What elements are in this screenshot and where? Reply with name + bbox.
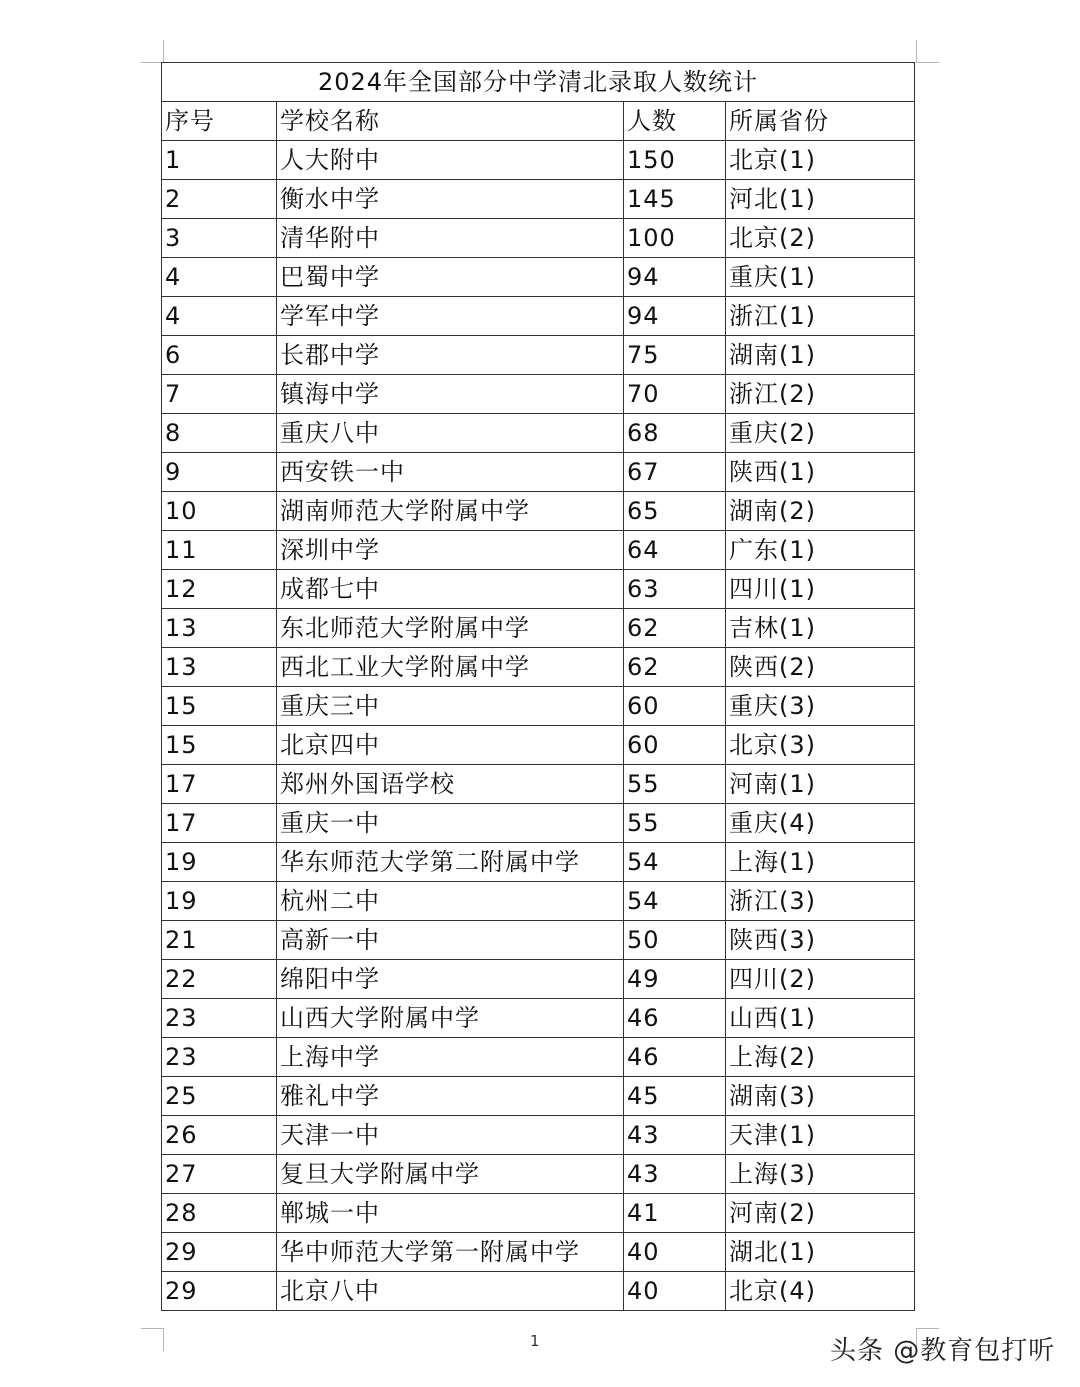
cell-count: 55 bbox=[624, 804, 726, 843]
table-row bbox=[162, 999, 915, 1038]
page-number: 1 bbox=[530, 1332, 540, 1350]
cell-school: 北京八中 bbox=[277, 1272, 624, 1311]
cell-province: 浙江(2) bbox=[726, 375, 915, 414]
cell-province: 重庆(4) bbox=[726, 804, 915, 843]
cell-count: 68 bbox=[624, 414, 726, 453]
cell-count: 67 bbox=[624, 453, 726, 492]
table-row bbox=[162, 375, 915, 414]
crop-mark-top-right bbox=[916, 40, 939, 63]
cell-school: 重庆八中 bbox=[277, 414, 624, 453]
cell-index: 17 bbox=[162, 804, 277, 843]
table-row bbox=[162, 1233, 915, 1272]
table-row bbox=[162, 921, 915, 960]
cell-school: 人大附中 bbox=[277, 141, 624, 180]
crop-mark-top-left bbox=[141, 40, 164, 63]
cell-province: 北京(4) bbox=[726, 1272, 915, 1311]
cell-index: 11 bbox=[162, 531, 277, 570]
table-row bbox=[162, 180, 915, 219]
cell-province: 上海(3) bbox=[726, 1155, 915, 1194]
cell-index: 27 bbox=[162, 1155, 277, 1194]
cell-count: 43 bbox=[624, 1155, 726, 1194]
cell-count: 55 bbox=[624, 765, 726, 804]
cell-province: 上海(2) bbox=[726, 1038, 915, 1077]
cell-province: 湖北(1) bbox=[726, 1233, 915, 1272]
table-row bbox=[162, 336, 915, 375]
cell-school: 湖南师范大学附属中学 bbox=[277, 492, 624, 531]
table-row bbox=[162, 531, 915, 570]
table-row bbox=[162, 1116, 915, 1155]
cell-count: 54 bbox=[624, 882, 726, 921]
cell-count: 63 bbox=[624, 570, 726, 609]
table-row bbox=[162, 960, 915, 999]
header-school: 学校名称 bbox=[277, 102, 624, 141]
cell-school: 华中师范大学第一附属中学 bbox=[277, 1233, 624, 1272]
cell-index: 10 bbox=[162, 492, 277, 531]
cell-province: 四川(1) bbox=[726, 570, 915, 609]
source-watermark: 头条 @教育包打听 bbox=[830, 1336, 1056, 1366]
table-row bbox=[162, 648, 915, 687]
cell-province: 上海(1) bbox=[726, 843, 915, 882]
cell-province: 河南(2) bbox=[726, 1194, 915, 1233]
cell-province: 重庆(3) bbox=[726, 687, 915, 726]
cell-index: 13 bbox=[162, 609, 277, 648]
cell-province: 吉林(1) bbox=[726, 609, 915, 648]
cell-province: 湖南(2) bbox=[726, 492, 915, 531]
cell-school: 长郡中学 bbox=[277, 336, 624, 375]
cell-province: 北京(3) bbox=[726, 726, 915, 765]
cell-index: 3 bbox=[162, 219, 277, 258]
cell-province: 北京(1) bbox=[726, 141, 915, 180]
cell-province: 陕西(2) bbox=[726, 648, 915, 687]
cell-province: 湖南(3) bbox=[726, 1077, 915, 1116]
cell-school: 深圳中学 bbox=[277, 531, 624, 570]
cell-province: 河南(1) bbox=[726, 765, 915, 804]
cell-province: 浙江(1) bbox=[726, 297, 915, 336]
cell-index: 19 bbox=[162, 882, 277, 921]
cell-school: 成都七中 bbox=[277, 570, 624, 609]
crop-mark-bottom-left bbox=[141, 1328, 164, 1351]
cell-province: 重庆(2) bbox=[726, 414, 915, 453]
cell-school: 山西大学附属中学 bbox=[277, 999, 624, 1038]
table-row bbox=[162, 1272, 915, 1311]
cell-index: 4 bbox=[162, 258, 277, 297]
cell-count: 60 bbox=[624, 726, 726, 765]
cell-school: 西安铁一中 bbox=[277, 453, 624, 492]
cell-count: 46 bbox=[624, 1038, 726, 1077]
cell-school: 天津一中 bbox=[277, 1116, 624, 1155]
cell-count: 41 bbox=[624, 1194, 726, 1233]
cell-index: 4 bbox=[162, 297, 277, 336]
table-row bbox=[162, 219, 915, 258]
cell-count: 46 bbox=[624, 999, 726, 1038]
table-row bbox=[162, 843, 915, 882]
table-row bbox=[162, 1038, 915, 1077]
table-row bbox=[162, 882, 915, 921]
cell-count: 50 bbox=[624, 921, 726, 960]
table-row bbox=[162, 726, 915, 765]
cell-school: 西北工业大学附属中学 bbox=[277, 648, 624, 687]
cell-school: 绵阳中学 bbox=[277, 960, 624, 999]
cell-province: 湖南(1) bbox=[726, 336, 915, 375]
table-row bbox=[162, 453, 915, 492]
cell-school: 重庆三中 bbox=[277, 687, 624, 726]
cell-school: 杭州二中 bbox=[277, 882, 624, 921]
cell-count: 64 bbox=[624, 531, 726, 570]
cell-index: 21 bbox=[162, 921, 277, 960]
cell-index: 17 bbox=[162, 765, 277, 804]
table-row bbox=[162, 1077, 915, 1116]
cell-school: 学军中学 bbox=[277, 297, 624, 336]
cell-index: 25 bbox=[162, 1077, 277, 1116]
cell-school: 郸城一中 bbox=[277, 1194, 624, 1233]
header-province: 所属省份 bbox=[726, 102, 915, 141]
table-row bbox=[162, 570, 915, 609]
cell-province: 山西(1) bbox=[726, 999, 915, 1038]
table-row bbox=[162, 297, 915, 336]
table-row bbox=[162, 492, 915, 531]
cell-index: 23 bbox=[162, 1038, 277, 1077]
cell-index: 19 bbox=[162, 843, 277, 882]
cell-province: 北京(2) bbox=[726, 219, 915, 258]
cell-index: 8 bbox=[162, 414, 277, 453]
cell-count: 49 bbox=[624, 960, 726, 999]
cell-count: 150 bbox=[624, 141, 726, 180]
cell-index: 13 bbox=[162, 648, 277, 687]
cell-count: 62 bbox=[624, 609, 726, 648]
cell-count: 40 bbox=[624, 1272, 726, 1311]
cell-index: 29 bbox=[162, 1233, 277, 1272]
cell-province: 四川(2) bbox=[726, 960, 915, 999]
cell-province: 陕西(3) bbox=[726, 921, 915, 960]
header-count: 人数 bbox=[624, 102, 726, 141]
table-row bbox=[162, 687, 915, 726]
table-row bbox=[162, 414, 915, 453]
table-row bbox=[162, 141, 915, 180]
cell-count: 60 bbox=[624, 687, 726, 726]
cell-school: 雅礼中学 bbox=[277, 1077, 624, 1116]
table-row bbox=[162, 258, 915, 297]
table-row bbox=[162, 804, 915, 843]
cell-school: 衡水中学 bbox=[277, 180, 624, 219]
cell-index: 1 bbox=[162, 141, 277, 180]
cell-count: 100 bbox=[624, 219, 726, 258]
cell-index: 15 bbox=[162, 726, 277, 765]
cell-count: 45 bbox=[624, 1077, 726, 1116]
cell-school: 郑州外国语学校 bbox=[277, 765, 624, 804]
cell-province: 天津(1) bbox=[726, 1116, 915, 1155]
cell-school: 复旦大学附属中学 bbox=[277, 1155, 624, 1194]
cell-count: 94 bbox=[624, 258, 726, 297]
cell-count: 94 bbox=[624, 297, 726, 336]
cell-province: 浙江(3) bbox=[726, 882, 915, 921]
cell-index: 12 bbox=[162, 570, 277, 609]
cell-index: 9 bbox=[162, 453, 277, 492]
cell-province: 河北(1) bbox=[726, 180, 915, 219]
table-title-row bbox=[162, 63, 915, 102]
table-row bbox=[162, 1155, 915, 1194]
cell-count: 62 bbox=[624, 648, 726, 687]
cell-province: 广东(1) bbox=[726, 531, 915, 570]
cell-school: 巴蜀中学 bbox=[277, 258, 624, 297]
cell-index: 22 bbox=[162, 960, 277, 999]
table-header-row bbox=[162, 102, 915, 141]
cell-index: 23 bbox=[162, 999, 277, 1038]
cell-count: 40 bbox=[624, 1233, 726, 1272]
cell-count: 65 bbox=[624, 492, 726, 531]
cell-school: 清华附中 bbox=[277, 219, 624, 258]
cell-index: 6 bbox=[162, 336, 277, 375]
cell-index: 29 bbox=[162, 1272, 277, 1311]
cell-count: 145 bbox=[624, 180, 726, 219]
table-row bbox=[162, 1194, 915, 1233]
header-index: 序号 bbox=[162, 102, 277, 141]
cell-index: 15 bbox=[162, 687, 277, 726]
admission-stats-table bbox=[161, 62, 915, 1311]
cell-index: 2 bbox=[162, 180, 277, 219]
cell-province: 重庆(1) bbox=[726, 258, 915, 297]
table-title: 2024年全国部分中学清北录取人数统计 bbox=[162, 63, 915, 102]
cell-school: 重庆一中 bbox=[277, 804, 624, 843]
table-row bbox=[162, 765, 915, 804]
cell-school: 高新一中 bbox=[277, 921, 624, 960]
cell-count: 70 bbox=[624, 375, 726, 414]
table-row bbox=[162, 609, 915, 648]
cell-count: 43 bbox=[624, 1116, 726, 1155]
cell-school: 东北师范大学附属中学 bbox=[277, 609, 624, 648]
cell-index: 28 bbox=[162, 1194, 277, 1233]
cell-school: 北京四中 bbox=[277, 726, 624, 765]
cell-province: 陕西(1) bbox=[726, 453, 915, 492]
cell-count: 75 bbox=[624, 336, 726, 375]
cell-school: 镇海中学 bbox=[277, 375, 624, 414]
cell-school: 华东师范大学第二附属中学 bbox=[277, 843, 624, 882]
cell-index: 26 bbox=[162, 1116, 277, 1155]
cell-count: 54 bbox=[624, 843, 726, 882]
cell-index: 7 bbox=[162, 375, 277, 414]
cell-school: 上海中学 bbox=[277, 1038, 624, 1077]
table-body bbox=[162, 141, 915, 1311]
